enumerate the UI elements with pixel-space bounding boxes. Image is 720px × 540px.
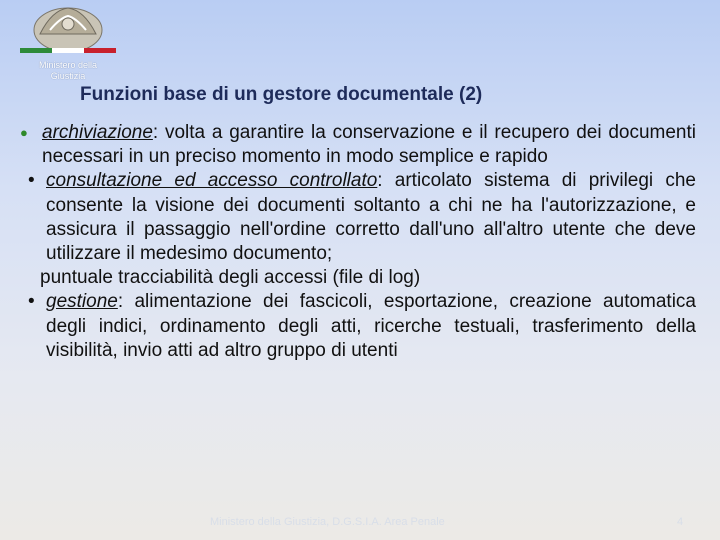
list-item-tracciabilita: puntuale tracciabilità degli accessi (file di log)	[40, 267, 421, 289]
bullet-icon: •	[28, 170, 35, 192]
bullet-icon: •	[28, 291, 35, 313]
list-item-consultazione	[20, 169, 696, 266]
item-term: gestione	[46, 291, 118, 313]
list-item-archiviazione	[20, 121, 696, 169]
slide-title: Funzioni base di un gestore documentale (2)	[80, 84, 483, 105]
item-text: : alimentazione dei fascicoli, esportazione, creazione automatica degli indici, ordinamento degli atti, ricerche testuali, trasferimento della visibilità, invio atti ad altro gruppo di utenti	[46, 291, 696, 361]
logo-line-1: Ministero della	[38, 60, 98, 70]
ministry-logo	[12, 0, 124, 88]
page-number: 4	[677, 516, 684, 528]
item-text: : volta a garantire la conservazione e il recupero dei documenti necessari in un preciso momento in modo semplice e rapido	[42, 122, 696, 168]
item-term: consultazione ed accesso controllato	[46, 170, 378, 192]
logo-line-2: Giustizia	[50, 71, 86, 81]
bullet-icon: ●	[20, 125, 28, 140]
list-item-gestione	[20, 290, 696, 363]
emblem-icon	[12, 0, 124, 62]
item-term: archiviazione	[42, 122, 153, 143]
item-text: : articolato sistema di privilegi che consente la visione dei documenti soltanto a chi ne ha l'autorizzazione, e assicura il passaggio nell'ordine corretto dall'uno all'altro utente che deve utilizzare il medesimo documento;	[46, 170, 696, 265]
slide-content	[20, 121, 696, 363]
footer-text: Ministero della Giustizia, D.G.S.I.A. Area Penale	[210, 516, 445, 528]
